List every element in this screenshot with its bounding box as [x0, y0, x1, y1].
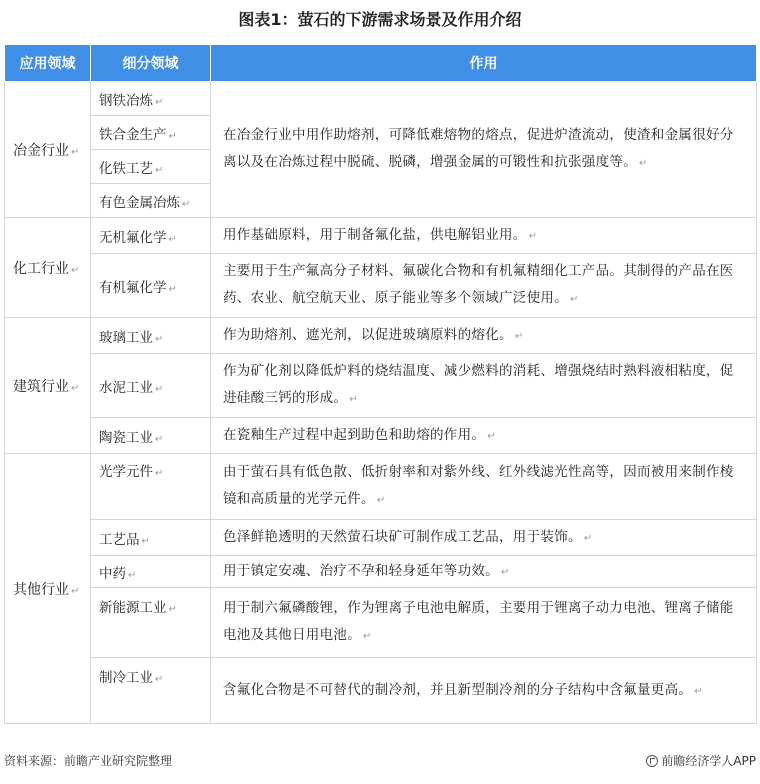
source-note: 资料来源：前瞻产业研究院整理 — [4, 754, 173, 768]
paragraph-mark-icon: ↵ — [168, 130, 177, 142]
use-cell — [211, 454, 757, 520]
subdomain-cell — [91, 254, 211, 318]
subdomain-label: 光学元件 — [99, 464, 153, 480]
subdomain-label: 水泥工业 — [99, 379, 153, 396]
use-text: 用于镇定安魂、治疗不孕和轻身延年等功效。 — [223, 562, 499, 579]
use-cell — [211, 82, 757, 218]
use-cell — [211, 318, 757, 354]
table-row — [5, 318, 757, 354]
subdomain-label: 化铁工艺 — [99, 160, 153, 177]
paragraph-mark-icon: ↵ — [694, 685, 703, 697]
table-title: 图表1：萤石的下游需求场景及作用介绍 — [238, 10, 522, 29]
use-text: 作为助熔剂、遮光剂，以促进玻璃原料的熔化。 — [223, 326, 513, 343]
paragraph-mark-icon: ↵ — [363, 631, 372, 642]
paragraph-mark-icon: ↵ — [168, 604, 177, 615]
subdomain-cell — [91, 82, 211, 116]
use-cell — [211, 556, 757, 588]
paragraph-mark-icon: ↵ — [155, 468, 164, 479]
subdomain-label: 中药 — [99, 565, 126, 582]
subdomain-cell — [91, 556, 211, 588]
paragraph-mark-icon: ↵ — [570, 294, 579, 305]
qianzhan-logo-icon — [646, 755, 658, 767]
brand-label: 前瞻经济学人APP — [661, 754, 756, 768]
subdomain-label: 工艺品 — [99, 531, 140, 548]
subdomain-label: 铁合金生产 — [99, 126, 167, 143]
header-use: 作用 — [211, 45, 757, 82]
domain-label: 冶金行业 — [13, 142, 69, 159]
paragraph-mark-icon: ↵ — [71, 264, 80, 276]
use-text: 用于制六氟磷酸锂，作为锂离子电池电解质，主要用于锂离子动力电池、锂离子储能电池及其他日用电池。 — [223, 600, 734, 643]
use-text: 在瓷釉生产过程中起到助色和助熔的作用。 — [223, 426, 486, 443]
subdomain-label: 有机氟化学 — [99, 279, 167, 296]
subdomain-cell — [91, 218, 211, 254]
paragraph-mark-icon: ↵ — [155, 333, 164, 345]
paragraph-mark-icon: ↵ — [155, 674, 164, 685]
paragraph-mark-icon: ↵ — [349, 394, 358, 405]
subdomain-label: 钢铁冶炼 — [99, 92, 153, 109]
subdomain-label: 有色金属冶炼 — [99, 194, 180, 211]
use-text: 作为矿化剂以降低炉料的烧结温度、减少燃料的消耗、增强烧结时熟料液相粘度，促进硅酸三钙的形成。 — [223, 363, 734, 406]
paragraph-mark-icon: ↵ — [71, 146, 80, 158]
table-row — [5, 418, 757, 454]
domain-label: 化工行业 — [13, 260, 69, 277]
subdomain-cell — [91, 184, 211, 218]
use-text: 主要用于生产氟高分子材料、氟碳化合物和有机氟精细化工产品。其制得的产品在医药、农业、航空航天业、原子能业等多个领域广泛使用。 — [223, 263, 734, 306]
subdomain-cell — [91, 454, 211, 520]
use-cell — [211, 218, 757, 254]
subdomain-cell — [91, 418, 211, 454]
paragraph-mark-icon: ↵ — [168, 233, 177, 245]
table-row — [5, 658, 757, 724]
paragraph-mark-icon: ↵ — [182, 198, 191, 210]
subdomain-label: 无机氟化学 — [99, 229, 167, 246]
paragraph-mark-icon: ↵ — [155, 433, 164, 445]
use-cell — [211, 520, 757, 556]
use-text: 含氟化合物是不可替代的制冷剂，并且新型制冷剂的分子结构中含氟量更高。 — [223, 681, 693, 698]
use-cell — [211, 354, 757, 418]
paragraph-mark-icon: ↵ — [168, 283, 177, 295]
domain-cell — [5, 454, 91, 724]
subdomain-cell — [91, 354, 211, 418]
use-cell — [211, 418, 757, 454]
paragraph-mark-icon: ↵ — [128, 569, 137, 581]
subdomain-cell — [91, 150, 211, 184]
subdomain-cell — [91, 318, 211, 354]
subdomain-label: 新能源工业 — [99, 600, 167, 616]
use-cell — [211, 588, 757, 658]
usage-table — [4, 44, 757, 724]
footer — [4, 752, 756, 772]
header-row — [5, 45, 757, 82]
paragraph-mark-icon: ↵ — [501, 566, 510, 578]
table-row — [5, 556, 757, 588]
table-row — [5, 254, 757, 318]
use-cell — [211, 254, 757, 318]
domain-cell — [5, 82, 91, 218]
domain-cell — [5, 318, 91, 454]
paragraph-mark-icon: ↵ — [514, 330, 524, 342]
table-row — [5, 520, 757, 556]
paragraph-mark-icon: ↵ — [155, 164, 164, 176]
use-text: 用作基础原料，用于制备氟化盐，供电解铝业用。 — [223, 226, 527, 243]
header-subdomain: 细分领域 — [91, 45, 211, 82]
domain-cell — [5, 218, 91, 318]
subdomain-cell — [91, 588, 211, 658]
table-row — [5, 354, 757, 418]
paragraph-mark-icon: ↵ — [71, 382, 80, 394]
table-row — [5, 82, 757, 116]
subdomain-label: 陶瓷工业 — [99, 429, 153, 446]
domain-label: 建筑行业 — [13, 378, 69, 395]
subdomain-cell — [91, 116, 211, 150]
domain-label: 其他行业 — [13, 581, 69, 598]
subdomain-label: 制冷工业 — [99, 670, 153, 686]
table-row — [5, 454, 757, 520]
paragraph-mark-icon: ↵ — [71, 585, 80, 597]
table-row — [5, 588, 757, 658]
use-cell — [211, 658, 757, 724]
brand-mark — [646, 752, 756, 769]
subdomain-cell — [91, 520, 211, 556]
paragraph-mark-icon: ↵ — [155, 96, 164, 108]
subdomain-cell — [91, 658, 211, 724]
paragraph-mark-icon: ↵ — [487, 430, 496, 442]
use-text: 由于萤石具有低色散、低折射率和对紫外线、红外线滤光性高等，因而被用来制作棱镜和高质量的光学元件。 — [223, 464, 734, 507]
paragraph-mark-icon: ↵ — [639, 158, 648, 169]
use-text: 在冶金行业中用作助熔剂，可降低难熔物的熔点，促进炉渣流动，使渣和金属很好分离以及在冶炼过程中脱硫、脱磷，增强金属的可锻性和抗张强度等。 — [223, 127, 734, 170]
paragraph-mark-icon: ↵ — [141, 535, 150, 547]
subdomain-label: 玻璃工业 — [99, 329, 153, 346]
paragraph-mark-icon: ↵ — [376, 495, 386, 506]
table-row — [5, 218, 757, 254]
header-domain: 应用领域 — [5, 45, 91, 82]
use-text: 色泽鲜艳透明的天然萤石块矿可制作成工艺品，用于装饰。 — [223, 528, 582, 545]
paragraph-mark-icon: ↵ — [583, 532, 593, 544]
paragraph-mark-icon: ↵ — [155, 383, 164, 395]
paragraph-mark-icon: ↵ — [528, 230, 538, 242]
